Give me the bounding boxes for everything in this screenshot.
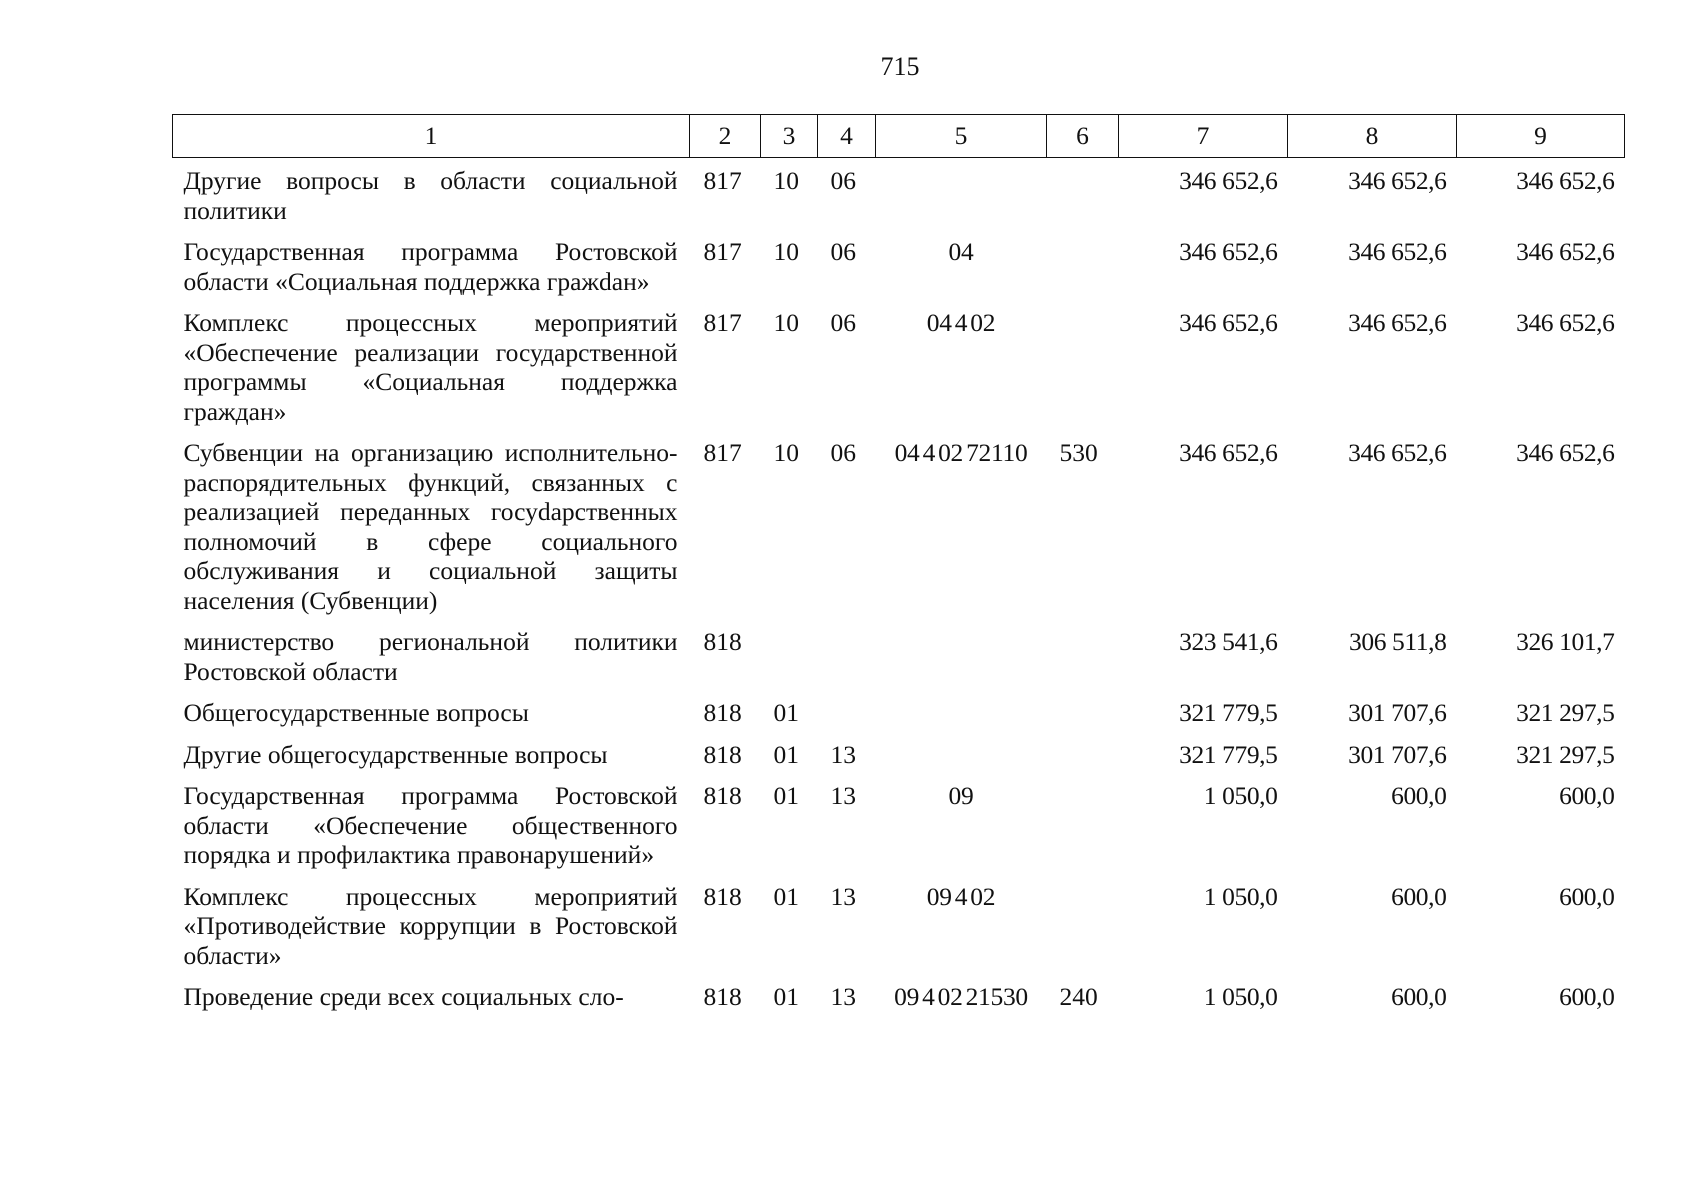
row-amount-col7: 346 652,6 bbox=[1179, 237, 1278, 266]
row-amount-col7: 346 652,6 bbox=[1179, 308, 1278, 337]
row-amount-col8: 600,0 bbox=[1391, 881, 1447, 911]
table-header-row bbox=[173, 115, 1625, 158]
row-amount-col8: 346 652,6 bbox=[1348, 166, 1447, 195]
row-subsection-code: 13 bbox=[830, 739, 856, 769]
row-expense-type bbox=[1047, 691, 1119, 733]
row-amount-col9: 321 297,5 bbox=[1516, 698, 1615, 727]
row-amount-col7: 1 050,0 bbox=[1203, 781, 1278, 810]
row-expense-type bbox=[1047, 774, 1119, 875]
row-description: Государственная программа Ростовской области «Социальная поддержка гражdан» bbox=[183, 237, 678, 296]
column-header-5: 5 bbox=[876, 115, 1047, 158]
table-body bbox=[173, 158, 1625, 1017]
row-section-code: 10 bbox=[773, 166, 799, 195]
row-program-code: 09 bbox=[948, 781, 974, 810]
row-expense-type bbox=[1047, 875, 1119, 976]
row-amount-col8: 301 707,6 bbox=[1348, 698, 1447, 727]
row-expense-type bbox=[1047, 620, 1119, 691]
row-amount-col7: 346 652,6 bbox=[1179, 166, 1278, 195]
table-row bbox=[173, 875, 1625, 976]
row-description: Государственная программа Ростовской области «Обеспечение общественного порядка и профилактика правонарушений» bbox=[183, 781, 678, 869]
row-description: Комплекс процессных мероприятий «Обеспечение реализации государственной программы «Социальная поддержка граждан» bbox=[183, 308, 678, 426]
row-amount-col8: 306 511,8 bbox=[1349, 627, 1447, 656]
row-section-code: 01 bbox=[773, 698, 799, 727]
column-header-4: 4 bbox=[818, 115, 876, 158]
row-admin-code: 818 bbox=[703, 739, 742, 769]
row-amount-col7: 323 541,6 bbox=[1179, 627, 1278, 656]
row-amount-col8: 301 707,6 bbox=[1348, 739, 1447, 769]
row-amount-col9: 346 652,6 bbox=[1516, 438, 1615, 467]
row-subsection-code bbox=[818, 691, 876, 733]
row-subsection-code: 06 bbox=[830, 166, 856, 195]
table-header bbox=[173, 115, 1625, 158]
column-header-6: 6 bbox=[1047, 115, 1119, 158]
row-section-code: 10 bbox=[773, 308, 799, 337]
row-subsection-code: 06 bbox=[830, 438, 856, 467]
row-admin-code: 817 bbox=[703, 438, 742, 467]
row-admin-code: 818 bbox=[703, 881, 742, 911]
row-subsection-code: 13 bbox=[830, 982, 856, 1011]
row-section-code: 01 bbox=[773, 739, 799, 769]
row-description: Другие вопросы в области социальной политики bbox=[183, 166, 678, 225]
column-header-1: 1 bbox=[173, 115, 690, 158]
row-amount-col9: 346 652,6 bbox=[1516, 308, 1615, 337]
row-expense-type bbox=[1047, 301, 1119, 431]
row-amount-col9: 600,0 bbox=[1559, 982, 1615, 1011]
row-program-code: 04 4 02 bbox=[926, 308, 996, 337]
row-subsection-code: 06 bbox=[830, 308, 856, 337]
row-amount-col9: 346 652,6 bbox=[1516, 166, 1615, 195]
row-amount-col8: 346 652,6 bbox=[1348, 438, 1447, 467]
row-expense-type: 240 bbox=[1059, 982, 1098, 1011]
row-expense-type: 530 bbox=[1059, 438, 1098, 467]
row-subsection-code bbox=[818, 620, 876, 691]
column-header-3: 3 bbox=[761, 115, 818, 158]
row-description: Субвенции на организацию исполнительно-распорядительных функций, связанных с реализацией переданных госуdарственных полномочий в сфере социального обслуживания и социальной защиты населения (Субвенции) bbox=[183, 438, 678, 615]
row-expense-type bbox=[1047, 230, 1119, 301]
budget-table bbox=[172, 114, 1625, 1017]
row-description: Общегосударственные вопросы bbox=[183, 698, 529, 727]
row-description: министерство региональной политики Ростовской области bbox=[183, 627, 678, 686]
row-section-code bbox=[761, 620, 818, 691]
row-description: Проведение среди всех социальных сло- bbox=[183, 982, 624, 1011]
row-expense-type bbox=[1047, 158, 1119, 231]
row-subsection-code: 13 bbox=[830, 881, 856, 911]
table-row bbox=[173, 691, 1625, 733]
row-expense-type bbox=[1047, 733, 1119, 775]
page-number: 715 bbox=[880, 52, 920, 81]
row-program-code bbox=[876, 691, 1047, 733]
row-amount-col8: 600,0 bbox=[1391, 982, 1447, 1011]
table-row bbox=[173, 230, 1625, 301]
row-admin-code: 817 bbox=[703, 166, 742, 195]
row-admin-code: 818 bbox=[703, 982, 742, 1011]
row-amount-col7: 1 050,0 bbox=[1203, 982, 1278, 1011]
row-section-code: 10 bbox=[773, 237, 799, 266]
row-description: Комплекс процессных мероприятий «Противодействие коррупции в Ростовской области» bbox=[183, 881, 678, 970]
row-amount-col8: 346 652,6 bbox=[1348, 308, 1447, 337]
column-header-7: 7 bbox=[1119, 115, 1288, 158]
column-header-9: 9 bbox=[1457, 115, 1625, 158]
column-header-8: 8 bbox=[1288, 115, 1457, 158]
table-row bbox=[173, 158, 1625, 231]
row-amount-col7: 321 779,5 bbox=[1179, 698, 1278, 727]
table-row bbox=[173, 431, 1625, 620]
row-admin-code: 817 bbox=[703, 237, 742, 266]
row-amount-col9: 600,0 bbox=[1559, 881, 1615, 911]
table-row bbox=[173, 301, 1625, 431]
column-header-2: 2 bbox=[690, 115, 761, 158]
row-admin-code: 818 bbox=[703, 627, 742, 656]
row-amount-col9: 321 297,5 bbox=[1516, 739, 1615, 769]
row-program-code: 04 4 02 72110 bbox=[894, 438, 1028, 467]
row-amount-col7: 346 652,6 bbox=[1179, 438, 1278, 467]
row-admin-code: 818 bbox=[703, 781, 742, 810]
row-description: Другие общегосударственные вопросы bbox=[183, 739, 608, 769]
row-subsection-code: 13 bbox=[830, 781, 856, 810]
row-amount-col7: 321 779,5 bbox=[1179, 739, 1278, 769]
row-section-code: 10 bbox=[773, 438, 799, 467]
row-admin-code: 817 bbox=[703, 308, 742, 337]
row-program-code bbox=[876, 620, 1047, 691]
row-program-code: 04 bbox=[948, 237, 974, 266]
row-amount-col8: 600,0 bbox=[1391, 781, 1447, 810]
row-amount-col8: 346 652,6 bbox=[1348, 237, 1447, 266]
row-subsection-code: 06 bbox=[830, 237, 856, 266]
row-section-code: 01 bbox=[773, 781, 799, 810]
row-amount-col9: 346 652,6 bbox=[1516, 237, 1615, 266]
row-program-code bbox=[876, 158, 1047, 231]
row-program-code: 09 4 02 bbox=[926, 881, 996, 911]
table-row bbox=[173, 620, 1625, 691]
row-section-code: 01 bbox=[773, 982, 799, 1011]
row-admin-code: 818 bbox=[703, 698, 742, 727]
row-section-code: 01 bbox=[773, 881, 799, 911]
table-row bbox=[173, 774, 1625, 875]
row-amount-col9: 326 101,7 bbox=[1516, 627, 1615, 656]
row-program-code: 09 4 02 21530 bbox=[894, 982, 1028, 1011]
row-amount-col7: 1 050,0 bbox=[1203, 881, 1278, 911]
table-row bbox=[173, 733, 1625, 775]
row-program-code bbox=[876, 733, 1047, 775]
row-amount-col9: 600,0 bbox=[1559, 781, 1615, 810]
table-row bbox=[173, 975, 1625, 1017]
